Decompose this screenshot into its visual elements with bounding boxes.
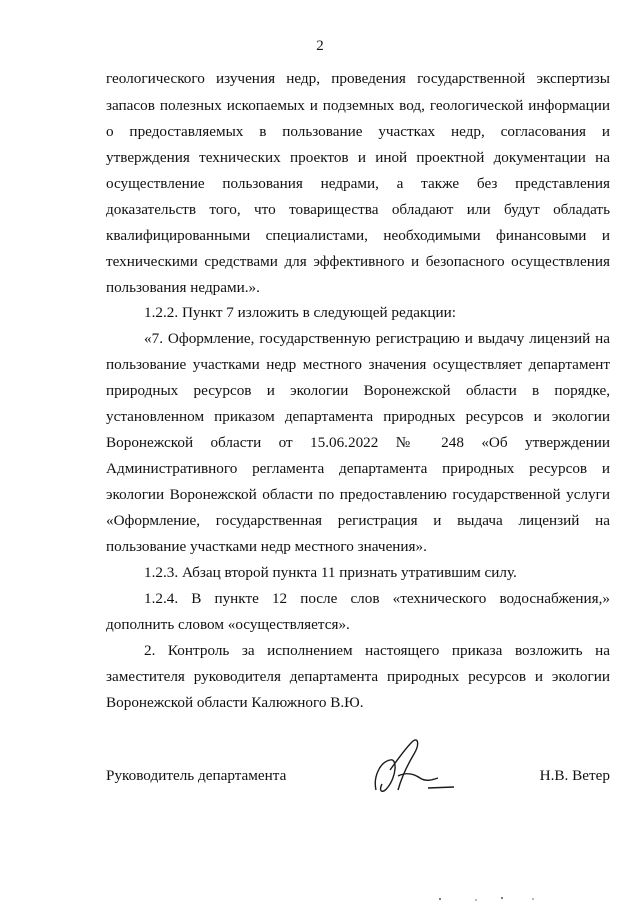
text-line: геологического изучения недр, проведения государственной экспертизы	[106, 70, 610, 87]
text-line: техническими средствами для эффективного и безопасного осуществления	[106, 253, 610, 270]
scan-artifacts	[430, 893, 550, 905]
text-line: Воронежской области от 15.06.2022 № 248 «Об утверждении	[106, 434, 610, 451]
text-line: о предоставляемых в пользование участках недр, согласования и	[106, 123, 610, 140]
text-line: 1.2.4. В пункте 12 после слов «технического водоснабжения,»	[144, 590, 610, 607]
text-line: квалифицированными специалистами, необходимыми финансовыми и	[106, 227, 610, 244]
text-line: природных ресурсов и экологии Воронежской области в порядке,	[106, 382, 610, 399]
signatory-title: Руководитель департамента	[106, 767, 287, 784]
text-line: пользование участками недр местного значения осуществляет департамент	[106, 356, 610, 373]
text-line: «7. Оформление, государственную регистрацию и выдачу лицензий на	[144, 330, 610, 347]
text-line: установленном приказом департамента природных ресурсов и экологии	[106, 408, 610, 425]
page-number: 2	[316, 38, 324, 54]
text-line: 1.2.3. Абзац второй пункта 11 признать утратившим силу.	[144, 564, 517, 581]
handwritten-signature	[368, 732, 468, 802]
text-line: запасов полезных ископаемых и подземных вод, геологической информации	[106, 97, 610, 114]
text-line: экологии Воронежской области по предоставлению государственной услуги	[106, 486, 610, 503]
text-line: доказательств того, что товарищества обладают или будут обладать	[106, 201, 610, 218]
text-line: заместителя руководителя департамента природных ресурсов и экологии	[106, 668, 610, 685]
text-line: пользование участками недр местного значения».	[106, 538, 427, 555]
text-line: 2. Контроль за исполнением настоящего приказа возложить на	[144, 642, 610, 659]
paragraph-heading: 1.2.2. Пункт 7 изложить в следующей редакции:	[144, 304, 457, 321]
text-line: осуществление пользования недрами, а также без представления	[106, 175, 610, 192]
text-line: Административного регламента департамента природных ресурсов и	[106, 460, 610, 477]
text-line: Воронежской области Калюжного В.Ю.	[106, 694, 364, 711]
text-line: пользования недрами.».	[106, 279, 260, 296]
text-line: дополнить словом «осуществляется».	[106, 616, 350, 633]
text-line: «Оформление, государственная регистрация и выдача лицензий на	[106, 512, 610, 529]
text-line: утверждения технических проектов и иной проектной документации на	[106, 149, 610, 166]
signatory-name: Н.В. Ветер	[539, 767, 610, 784]
